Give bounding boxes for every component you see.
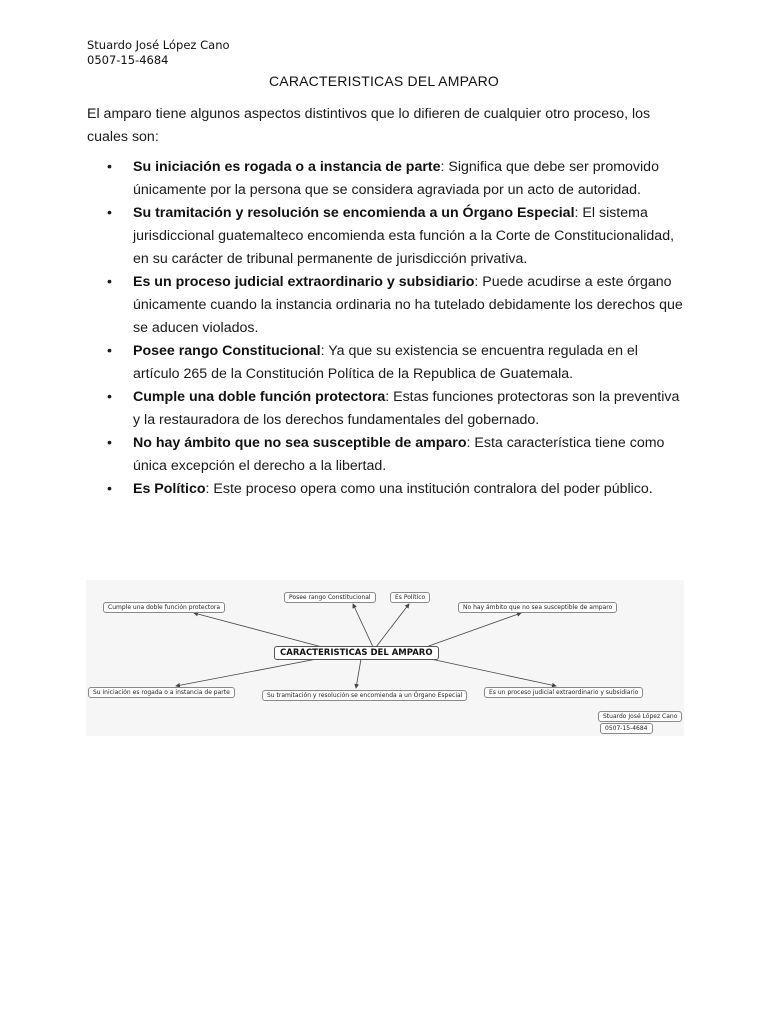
bullet-icon: • (107, 274, 112, 290)
node-rango: Posee rango Constitucional (284, 592, 376, 603)
item-text: : Ya que su existencia se encuentra regulada en el artículo 265 de la Constitución Política de la Republica de Guatemala. (133, 343, 638, 382)
node-center: CARACTERISTICAS DEL AMPARO (274, 646, 439, 660)
connector-line (426, 658, 556, 686)
author-header (87, 38, 230, 68)
item-text: : El sistema jurisdiccional guatemalteco encomienda esta función a la Corte de Constitucionalidad, en su carácter de tribunal permanente de jurisdicción privativa. (133, 205, 675, 267)
author-id: 0507-15-4684 (87, 53, 169, 67)
concept-map (86, 580, 684, 736)
connector-line (353, 604, 373, 647)
characteristics-list (87, 156, 687, 501)
bullet-icon: • (107, 343, 112, 359)
connector-line (194, 613, 322, 647)
item-heading: Es un proceso judicial extraordinario y subsidiario (133, 274, 475, 290)
connector-line (376, 604, 409, 647)
bullet-icon: • (107, 435, 112, 451)
item-heading: Posee rango Constitucional (133, 343, 321, 359)
item-heading: Su tramitación y resolución se encomienda a un Órgano Especial (133, 205, 575, 221)
item-heading: Cumple una doble función protectora (133, 389, 386, 405)
connector-line (176, 658, 322, 686)
item-text: : Significa que debe ser promovido únicamente por la persona que se considera agraviada por un acto de autoridad. (133, 159, 659, 198)
connector-line (356, 659, 361, 688)
item-heading: No hay ámbito que no sea susceptible de amparo (133, 435, 467, 451)
item-heading: Es Político (133, 481, 206, 497)
item-text: : Puede acudirse a este órgano únicamente cuando la instancia ordinaria no ha tutelado debidamente los derechos que se aducen violados. (133, 274, 683, 336)
list-item (87, 432, 687, 478)
document-title: CARACTERISTICAS DEL AMPARO (268, 73, 500, 89)
node-author-name: Stuardo José López Cano (598, 711, 682, 722)
node-politico: Es Político (390, 592, 430, 603)
list-item (87, 202, 687, 271)
item-text: : Este proceso opera como una institución contralora del poder público. (205, 481, 653, 497)
intro-paragraph: El amparo tiene algunos aspectos distintivos que lo difieren de cualquier otro proceso, los cuales son: (87, 106, 651, 145)
list-item (87, 386, 687, 432)
node-author-id: 0507-15-4684 (600, 723, 653, 734)
list-item (87, 271, 687, 340)
node-ambito: No hay ámbito que no sea susceptible de amparo (458, 602, 617, 613)
bullet-icon: • (107, 159, 112, 175)
node-proceso: Es un proceso judicial extraordinario y subsidiario (484, 687, 643, 698)
node-iniciacion: Su iniciación es rogada o a instancia de parte (88, 687, 235, 698)
list-item (87, 478, 687, 501)
bullet-icon: • (107, 389, 112, 405)
item-heading: Su iniciación es rogada o a instancia de parte (133, 159, 441, 175)
node-doble-funcion: Cumple una doble función protectora (103, 602, 225, 613)
list-item (87, 340, 687, 386)
bullet-icon: • (107, 205, 112, 221)
author-name: Stuardo José López Cano (87, 38, 230, 52)
node-tramitacion: Su tramitación y resolución se encomienda a un Órgano Especial (262, 690, 467, 701)
item-text: : Estas funciones protectoras son la preventiva y la restauradora de los derechos fundamentales del gobernado. (133, 389, 680, 428)
list-item (87, 156, 687, 202)
connector-line (426, 613, 521, 647)
item-text: : Esta característica tiene como única excepción el derecho a la libertad. (133, 435, 665, 474)
bullet-icon: • (107, 481, 112, 497)
